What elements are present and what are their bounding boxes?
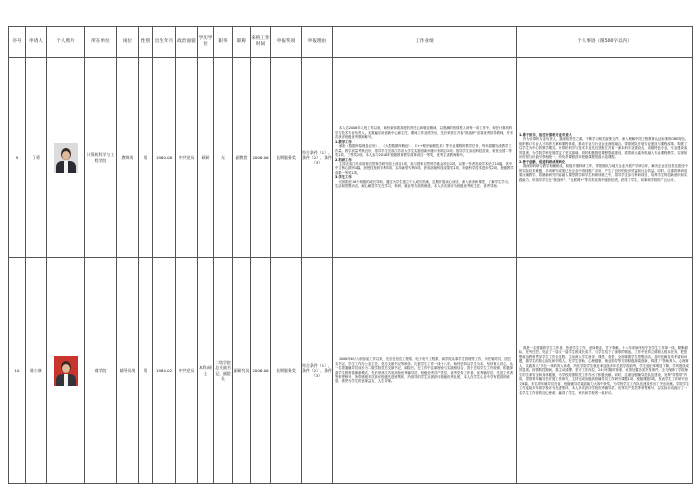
- cell-achievements: [333, 258, 517, 484]
- cell-name: 丁勇: [26, 58, 47, 258]
- cell-unit: 商学院: [85, 258, 117, 484]
- achievement-heading: 2.科研工作: [335, 157, 352, 162]
- header-degree: 学历学位: [198, 27, 214, 58]
- header-unit: 所在单位: [85, 27, 117, 58]
- cell-position: 教师岗: [117, 58, 139, 258]
- achievement-text: 本人自2006年入校工作以来，始终秉持着高度的责任心和敬业精神，以饱满的热情投入到每一项工作中，现任计算机科学与技术专业负责人。无数遍应用创新中心副主任，期间工作业绩突出，先后荣获江苏省“挑战杯”竞赛优秀指导教师，并多次获评校级优秀教师称号。: [335, 126, 514, 140]
- header-gender: 性别: [139, 27, 153, 58]
- header-award: 申报奖项: [271, 27, 302, 58]
- header-politics: 政治面貌: [176, 27, 198, 58]
- cell-seq: 9: [9, 58, 26, 258]
- deed-text: 作为计算机专业负责人，我深知责任之重。不断学习相关政策文件，深入理解中国工程教育认证标准的OBE理念。组织修订专业人才培养方案和课程体系，推动专业与行业企业深度融合，带领团队开展专业建设与课程改革，构建了以学生为中心的教学模式。计算机科学与技术专业先后获批江苏省一流本科专业建设点、省级特色专业，专业建设成效显著，为学院学科发展奠定了坚实基础。同时积极推进课程思政建设，将思政元素有机融入专业课程教学，实现知识传授与价值引领相统一，所负责课程获评校级课程思政示范课程。: [519, 137, 689, 160]
- cell-politics: 中共党员: [176, 258, 198, 484]
- header-seq: 序号: [9, 27, 26, 58]
- cell-reason: 符合条件（1）、条件（2）、条件（3）: [302, 58, 333, 258]
- avatar: [54, 356, 78, 386]
- header-reason: 申报理由: [302, 27, 333, 58]
- cell-award: 长期服务奖: [271, 258, 302, 484]
- cell-deeds: [517, 258, 693, 484]
- cell-title: 副教授: [233, 58, 251, 258]
- cell-unit: 计算机科学与工程学院: [85, 58, 117, 258]
- achievement-heading: 1.教学工作: [335, 139, 352, 144]
- achievement-text: 长期担任16个班级的成长导师，通过为学生建立个人成长档案，定期开展谈心谈话、深入宿舍和课堂，了解学生学习、生活和思想动态，耐心解答学生在学习、科研、就业等方面的困惑，本人多次被评为校级优秀班主任、优秀导师。: [335, 179, 512, 189]
- header-position: 岗位: [117, 27, 139, 58]
- achievement-heading: 3.学生工作: [335, 175, 352, 180]
- achievement-text: 2006年6月入职参加工作以来，先后在信息工程系、电子电气工程系、商学院从事学生管理等工作，历任辅导员、团总支书记、学生工作办公室主任、党总支副书记等职务。扎根学生工作一线十八年，始终坚持以学生为本，坚持育人初心，从一名普通辅导员成长为二级学院党总支副书记、副院长。在工作中注重理论与实践相结合，善于总结学生工作规律，积极探索学生教育管理新模式，先后荣获江苏省高校优秀辅导员、校级优秀共产党员、优秀党务工作者、优秀辅导员、先进工作者等荣誉称号，所带班级多次获评校级先进班集体，所指导的学生社团获评校级优秀社团，本人在学生心目中享有很高的威望，被誉为学生的良师益友、人生导师。: [335, 357, 514, 384]
- cell-photo: [47, 58, 85, 258]
- cell-gender: 男: [139, 258, 153, 484]
- table-row: [9, 58, 693, 258]
- deed-heading: 1.勇于担当，担任计算机专业负责人: [519, 133, 572, 137]
- header-deeds: 个人事迹（限500字以内）: [517, 27, 693, 58]
- cell-gender: 男: [139, 58, 153, 258]
- table-row: [9, 258, 693, 484]
- header-applicant: 申请人: [26, 27, 47, 58]
- cell-school-time: 2006.06: [251, 58, 271, 258]
- cell-birth: 1980.08: [153, 58, 176, 258]
- achievement-text: 承担《数据库原理及应用》、《大型数据库概论》、C++程序编程技术》等专业课程的教学任务，每年超额完成教学工作量。教学质量考核良好，指导学生完成江苏省大学生实践创新训练计划项目2项；指导学生参加科技竞赛，荣获全国二等奖1项、三等奖2项。本人参与2018年校级教育教学改革项目一等奖，优秀主讲教师称号。: [335, 144, 512, 158]
- header-photo: 个人照片: [47, 27, 85, 58]
- header-duty: 职务: [214, 27, 233, 58]
- deed-text: 我是一名普通的学生工作者，热爱学生工作，爱岗敬业，甘于奉献。十八年来始终坚守在学生工作第一线，默默耕耘、任劳任怨，见证了一届又一届学生的成长成才，与学生结下了深厚的情谊。工作中坚持立德树人根本任务，把思想政治教育贯穿学生工作全过程。主动深入学生宿舍、课堂、食堂，全面掌握学生思想动态，及时化解各类矛盾和问题，做学生的知心朋友和引路人。在学生资助、心理健康、就业指导等方面积极探索创新，构建了“资助育人、心理育人、实践育人”多位一体的育人体系，所在学院学生就业率连续多年位居学校前列，学生违纪率明显下降，学风建设成效显著。疫情防控期间，我主动请缨，坚守工作岗位，24小时随时待命，妥善处置各类突发事件，全力保障了学院师生的生命安全和身体健康，为学校疫情防控工作作出了积极贡献。同时，注重加强辅导员队伍建设，发挥“传帮带”作用，带领青年辅导员开展工作研究，主持完成省级高校辅导员工作研究课题1项、校级课题3项，发表学生工作研究论文8篇，多名青年辅导员在省、校级辅导员素质能力大赛中获奖，为学校学生工作队伍建设作出了突出贡献。学院学生工作连续多年被学校评为先进集体，本人多次获评学校优秀辅导员、优秀共产党员等荣誉称号，以实际行动践行了一名学生工作者的初心使命，赢得了学生、家长和学校的一致好评。: [519, 346, 690, 395]
- cell-achievements: [333, 58, 517, 258]
- avatar: [54, 143, 78, 173]
- cell-duty: 无: [214, 58, 233, 258]
- cell-award: 长期服务奖: [271, 58, 302, 258]
- cell-politics: 中共党员: [176, 58, 198, 258]
- cell-position: 辅导员岗: [117, 258, 139, 484]
- cell-deeds: [517, 58, 693, 258]
- cell-reason: 符合条件（1）、条件（2）、条件（3）: [302, 258, 333, 484]
- header-title: 职称: [233, 27, 251, 58]
- deed-text: 我深知科研与教学相辅相成，积极开展科研工作，带领团队与地方企业开展产学研合作，解决企业在信息化建设中的实际技术难题，多项研究成果已在企业中得到推广应用，产生了良好的经济效益和社会效益。同时，注重将科研成果反哺教学，将最新研究内容融入课堂教学和学生科研训练之中，指导学生参与科研项目，培养学生的创新意识和实践能力，所指导学生在“挑战杯”、“互联网+”等各类竞赛中屡获佳绩，获得了学生、同事和学校的广泛认可。: [519, 164, 688, 182]
- applicant-table: [8, 26, 693, 484]
- cell-birth: 1984.02: [153, 258, 176, 484]
- cell-school-time: 2006.06: [251, 258, 271, 484]
- header-birth: 出生年月: [153, 27, 176, 58]
- cell-seq: 10: [9, 258, 26, 484]
- cell-duty: 二级学院总支副书记、副院长: [214, 258, 233, 484]
- achievement-text: 主持完成江苏省高校自然科学研究面上项目1项，参与国家自然科学基金项目2项，以第一作者发表学术论文10篇，其中中文核心期刊4篇，获授权发明专利3项、实用新型专利5项，获省部级科技成果奖1项、市级科学技术进步奖2项，校级教学成果一等奖2项。: [335, 161, 514, 175]
- deed-heading: 2.善于创新，促进科研成果转化: [519, 159, 566, 164]
- cell-degree: 本科/硕士: [198, 258, 214, 484]
- award-application-sheet: [8, 26, 692, 484]
- cell-photo: [47, 258, 85, 484]
- header-school-time: 来校工作时间: [251, 27, 271, 58]
- cell-degree: 硕研: [198, 58, 214, 258]
- header-achievements: 工作业绩: [333, 27, 517, 58]
- cell-name: 陈小康: [26, 258, 47, 484]
- cell-title: 副研究员: [233, 258, 251, 484]
- header-row: [9, 27, 693, 58]
